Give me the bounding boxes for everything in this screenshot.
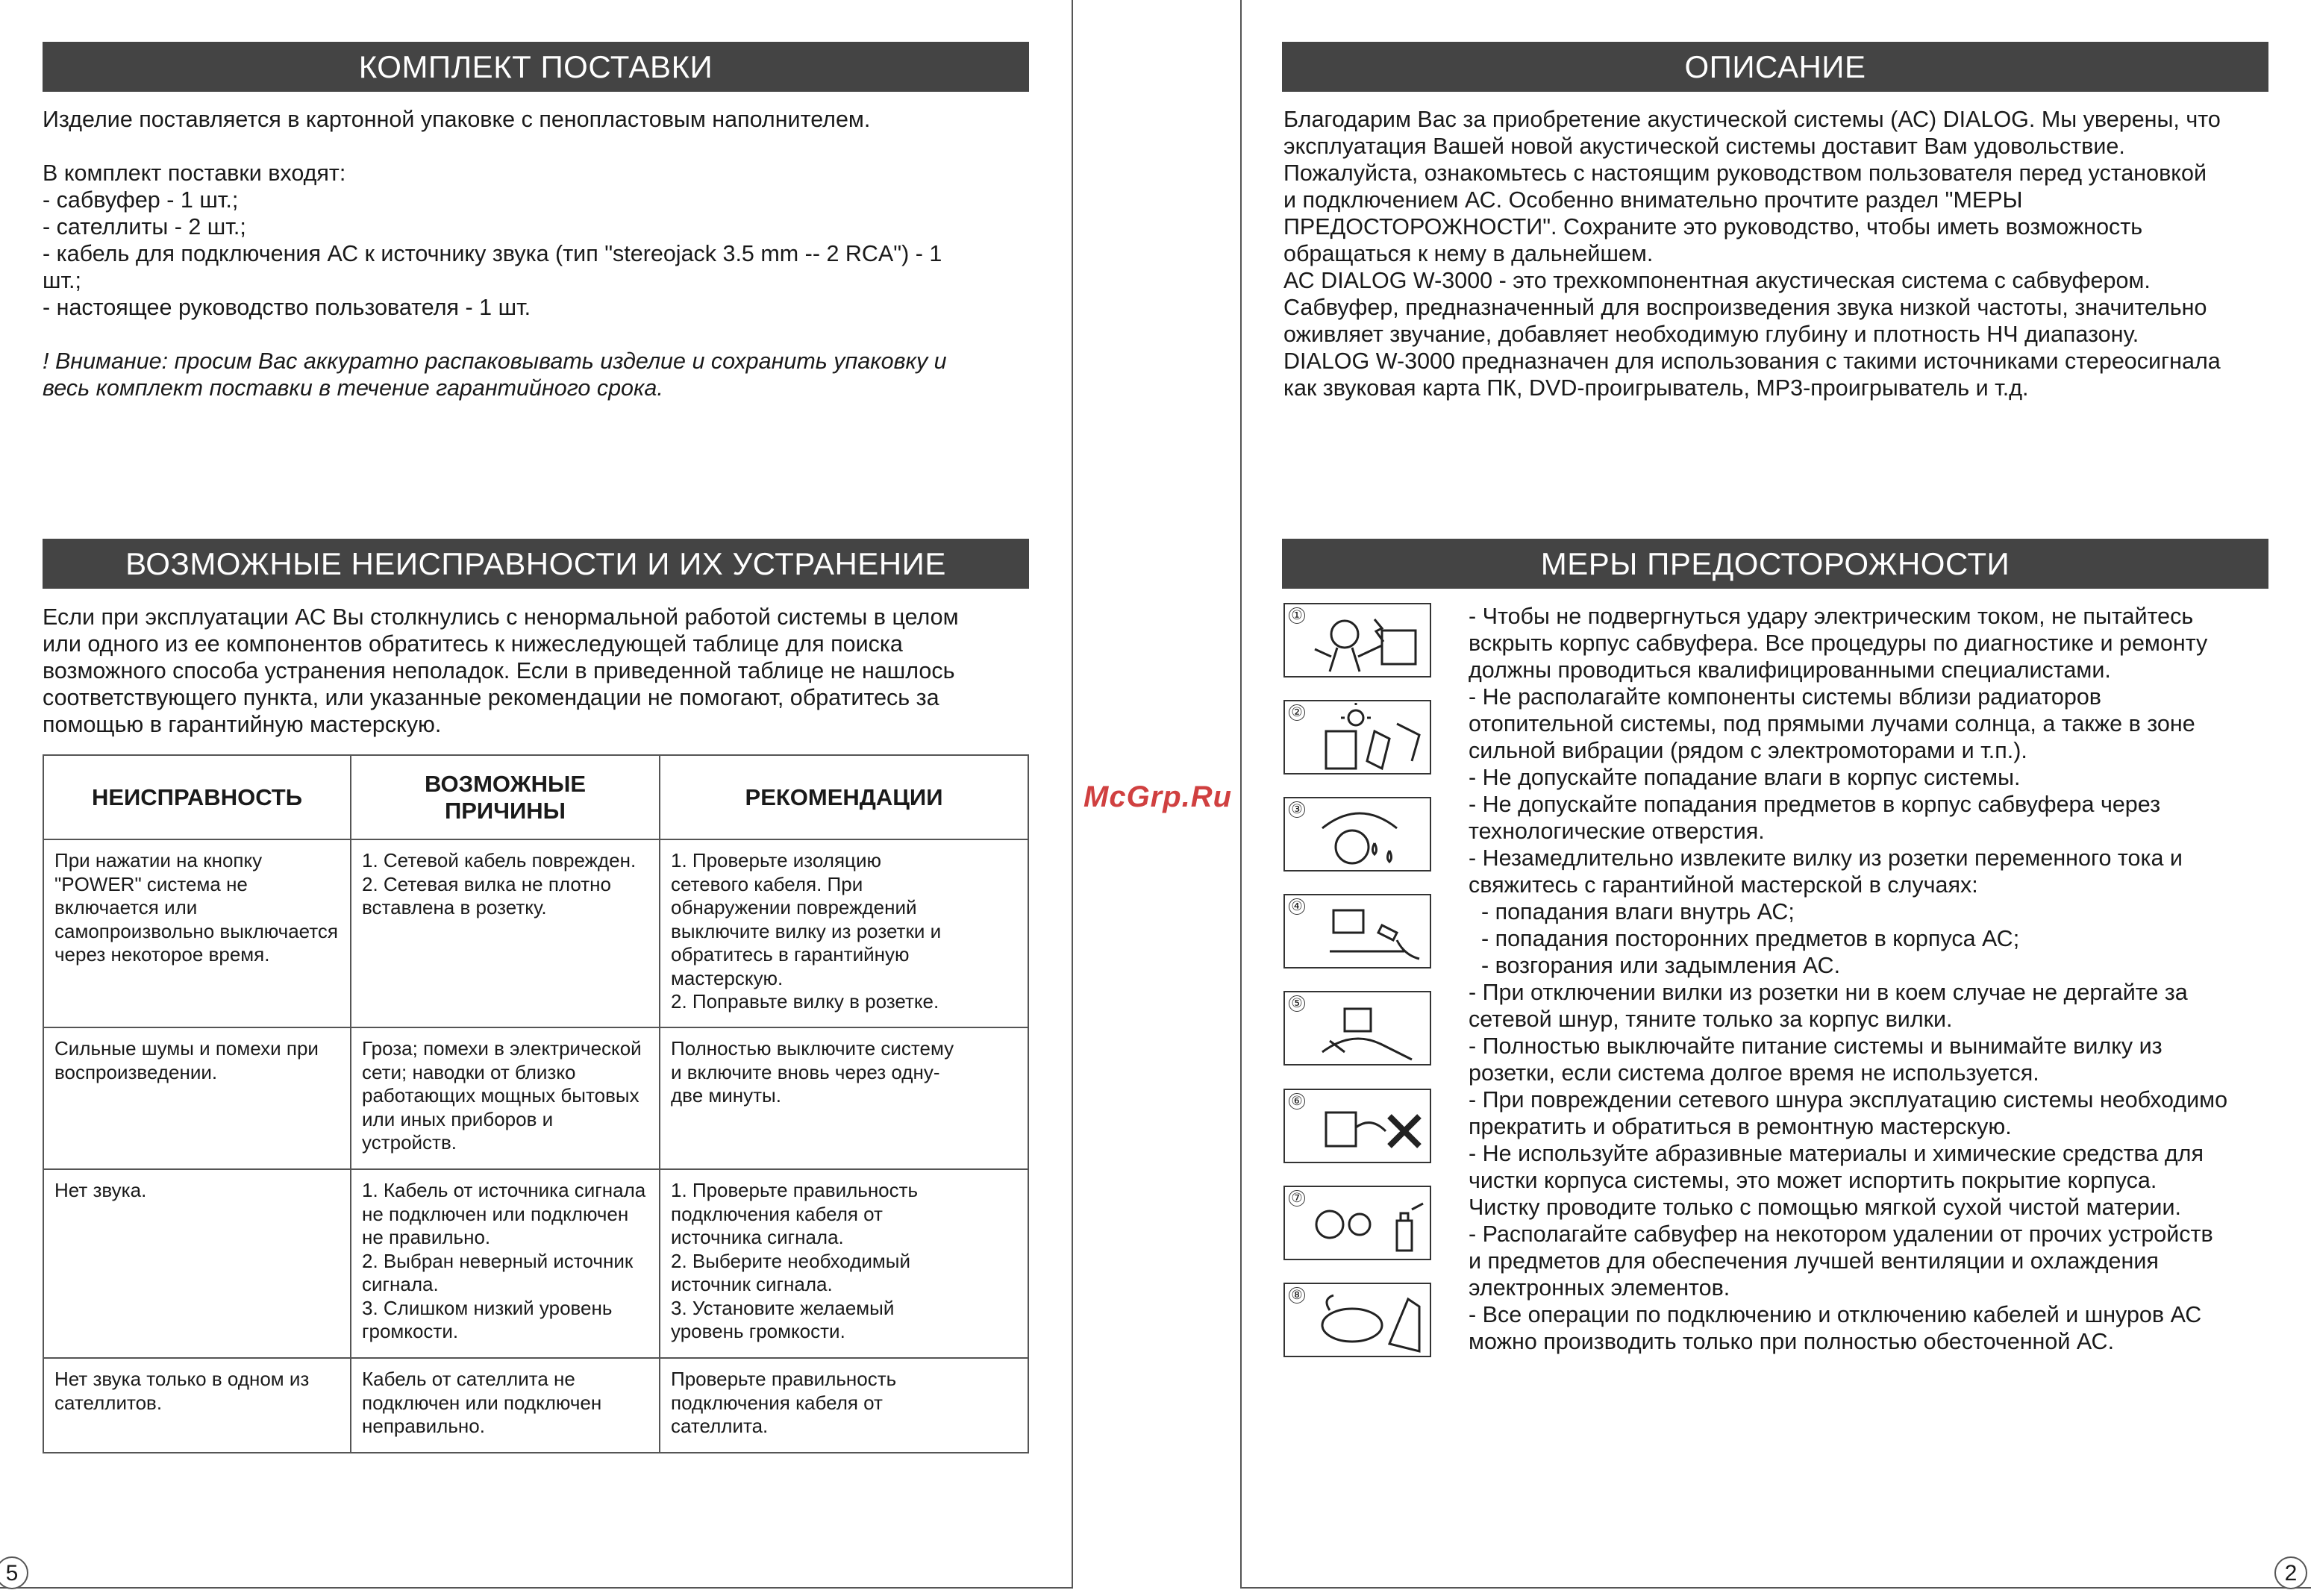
precaution-illustration-cleaning [1283,1186,1431,1260]
precaution-line: - Чтобы не подвергнуться удару электрическим током, не пытайтесь [1469,604,2194,629]
delivery-text [43,106,1042,401]
precaution-line: - Незамедлительно извлеките вилку из розетки переменного тока и [1469,845,2183,871]
cause-cell: 1. Кабель от источника сигнала не подключен или подключен не правильно. 2. Выбран неверный источник сигнала. 3. Слишком низкий уровень громкости. [351,1169,660,1358]
precaution-line: - При отключении вилки из розетки ни в коем случае не дергайте за [1469,980,2188,1005]
precaution-illustration-cord [1283,991,1431,1065]
precaution-illustration-shock [1283,603,1431,677]
precaution-line: - Не допускайте попадания предметов в корпус сабвуфера через [1469,792,2161,817]
description-line: Сабвуфер, предназначенный для воспроизведения звука низкой частоты, значительно [1283,295,2207,320]
delivery-line: В комплект поставки входят: [43,160,346,186]
icon-number: ② [1289,704,1305,721]
precaution-illustration-moisture [1283,797,1431,871]
precaution-line: сильной вибрации (рядом с электромоторами и т.п.). [1469,738,2027,763]
blank-line [43,321,1042,348]
delivery-line: - кабель для подключения АС к источнику звука (тип "stereojack 3.5 mm -- 2 RCA") - 1 [43,241,942,266]
cause-cell: Гроза; помехи в электрической сети; наводки от близко работающих мощных бытовых или иных приборов и устройств. [351,1027,660,1169]
troubleshooting-title: ВОЗМОЖНЫЕ НЕИСПРАВНОСТИ И ИХ УСТРАНЕНИЕ [43,539,1029,589]
precaution-line: сетевой шнур, тяните только за корпус вилки. [1469,1007,1953,1032]
precaution-line: и предметов для обеспечения лучшей вентиляции и охлаждения [1469,1248,2159,1274]
problem-cell: Нет звука только в одном из сателлитов. [43,1358,351,1453]
delivery-line: - сателлиты - 2 шт.; [43,214,246,240]
precaution-line: - При повреждении сетевого шнура эксплуатацию системы необходимо [1469,1087,2228,1112]
precaution-line: вскрыть корпус сабвуфера. Все процедуры по диагностике и ремонту [1469,630,2208,656]
spray-bottle-icon [1285,1187,1433,1262]
icon-number: ④ [1289,898,1305,915]
precaution-line: - попадания посторонних предметов в корпуса АС; [1469,926,2020,951]
icon-number: ⑤ [1289,995,1305,1012]
icon-number: ⑧ [1289,1287,1305,1304]
icon-number: ⑥ [1289,1093,1305,1110]
intro-line: Если при эксплуатации АС Вы столкнулись с ненормальной работой системы в целом [43,604,959,630]
table-row [43,839,1028,1027]
description-line: как звуковая карта ПК, DVD-проигрыватель, МР3-проигрыватель и т.д. [1283,375,2029,401]
description-title: ОПИСАНИЕ [1282,42,2268,92]
description-line: обращаться к нему в дальнейшем. [1283,241,1654,266]
delivery-line: шт.; [43,268,82,293]
precaution-line: - Располагайте сабвуфер на некотором удалении от прочих устройств [1469,1221,2213,1247]
precaution-line: электронных элементов. [1469,1275,1730,1301]
table-header-row [43,755,1028,839]
water-drop-icon [1285,798,1433,873]
fix-cell: 1. Проверьте изоляцию сетевого кабеля. При обнаружении повреждений выключите вилку из розетки и обратитесь в гарантийную мастерскую. 2. Поправьте вилку в розетке. [660,839,1028,1027]
description-line: оживляет звучание, добавляет необходимую глубину и плотность НЧ диапазону. [1283,322,2139,347]
watermark: McGrp.Ru [1083,780,1233,813]
description-line: Благодарим Вас за приобретение акустической системы (АС) DIALOG. Мы уверены, что [1283,107,2221,132]
warning-line: ! Внимание: просим Вас аккуратно распаковывать изделие и сохранить упаковку и [43,348,947,374]
intro-line: возможного способа устранения неполадок. Если в приведенной таблице не нашлось [43,658,955,683]
precaution-line: можно производить только при полностью обесточенной АС. [1469,1329,2115,1354]
description-line: эксплуатация Вашей новой акустической системы доставит Вам удовольствие. [1283,134,2125,159]
column-header-cause: ВОЗМОЖНЫЕ ПРИЧИНЫ [351,755,660,839]
delivery-line: - сабвуфер - 1 шт.; [43,187,239,213]
precaution-line: - возгорания или задымления АС. [1469,953,1841,978]
electric-shock-icon [1285,604,1433,679]
problem-cell: Сильные шумы и помехи при воспроизведении. [43,1027,351,1169]
delivery-line: - настоящее руководство пользователя - 1 шт. [43,295,531,320]
precaution-line: розетки, если система долгое время не используется. [1469,1060,2039,1086]
precautions-text [1469,603,2304,1355]
precaution-illustration-heat [1283,700,1431,774]
heat-sun-icon [1285,701,1433,776]
precaution-line: свяжитесь с гарантийной мастерской в случаях: [1469,872,1978,898]
precaution-line: Чистку проводите только с помощью мягкой сухой чистой материи. [1469,1195,2181,1220]
warning-line: весь комплект поставки в течение гарантийного срока. [43,375,663,401]
description-line: ПРЕДОСТОРОЖНОСТИ". Сохраните это руководство, чтобы иметь возможность [1283,214,2143,240]
power-plug-icon [1285,895,1433,970]
cord-pull-icon [1285,992,1433,1067]
icon-number: ③ [1289,801,1305,818]
column-header-fix: РЕКОМЕНДАЦИИ [660,755,1028,839]
fix-cell: Проверьте правильность подключения кабеля от сателлита. [660,1358,1028,1453]
cause-cell: Кабель от сателлита не подключен или подключен неправильно. [351,1358,660,1453]
delivery-title: КОМПЛЕКТ ПОСТАВКИ [43,42,1029,92]
delivery-line: Изделие поставляется в картонной упаковке с пенопластовым наполнителем. [43,107,871,132]
precaution-line: - Не располагайте компоненты системы вблизи радиаторов [1469,684,2102,710]
page-number-left: 5 [0,1556,28,1589]
troubleshooting-table [43,754,1029,1453]
table-row [43,1169,1028,1358]
page-number-right: 2 [2274,1556,2307,1589]
intro-line: соответствующего пункта, или указанные рекомендации не помогают, обратитесь за [43,685,939,710]
precaution-line: - Не допускайте попадание влаги в корпус системы. [1469,765,2021,790]
icon-number: ① [1289,607,1305,624]
precaution-line: - Не используйте абразивные материалы и химические средства для [1469,1141,2204,1166]
fix-cell: 1. Проверьте правильность подключения кабеля от источника сигнала. 2. Выберите необходимый источник сигнала. 3. Установите желаемый уровень громкости. [660,1169,1028,1358]
precaution-line: прекратить и обратиться в ремонтную мастерскую. [1469,1114,2012,1139]
description-line: DIALOG W-3000 предназначен для использования с такими источниками стереосигнала [1283,348,2221,374]
precaution-line: технологические отверстия. [1469,819,1765,844]
description-text [1283,106,2298,401]
ventilation-icon [1285,1284,1433,1359]
precaution-illustration-damaged-cord [1283,1089,1431,1163]
problem-cell: При нажатии на кнопку "POWER" система не включается или самопроизвольно выключается через некоторое время. [43,839,351,1027]
troubleshooting-intro [43,604,1042,738]
column-header-problem: НЕИСПРАВНОСТЬ [43,755,351,839]
description-line: Пожалуйста, ознакомьтесь с настоящим руководством пользователя перед установкой [1283,160,2207,186]
precaution-line: - попадания влаги внутрь АС; [1469,899,1795,924]
intro-line: помощью в гарантийную мастерскую. [43,712,442,737]
description-line: АС DIALOG W-3000 - это трехкомпонентная акустическая система с сабвуфером. [1283,268,2151,293]
precaution-line: отопительной системы, под прямыми лучами солнца, а также в зоне [1469,711,2195,736]
fix-cell: Полностью выключите систему и включите вновь через одну- две минуты. [660,1027,1028,1169]
precaution-line: - Все операции по подключению и отключению кабелей и шнуров АС [1469,1302,2202,1327]
precaution-illustration-unplug [1283,894,1431,968]
precaution-line: - Полностью выключайте питание системы и вынимайте вилку из [1469,1033,2163,1059]
cross-icon [1285,1090,1433,1165]
description-line: и подключением АС. Особенно внимательно прочтите раздел "МЕРЫ [1283,187,2023,213]
icon-number: ⑦ [1289,1190,1305,1207]
precautions-title: МЕРЫ ПРЕДОСТОРОЖНОСТИ [1282,539,2268,589]
precaution-line: чистки корпуса системы, это может испортить покрытие корпуса. [1469,1168,2157,1193]
table-row [43,1027,1028,1169]
problem-cell: Нет звука. [43,1169,351,1358]
cause-cell: 1. Сетевой кабель поврежден. 2. Сетевая вилка не плотно вставлена в розетку. [351,839,660,1027]
precaution-line: должны проводиться квалифицированными специалистами. [1469,657,2111,683]
intro-line: или одного из ее компонентов обратитесь к нижеследующей таблице для поиска [43,631,903,657]
precaution-illustration-ventilation [1283,1283,1431,1357]
blank-line [43,133,1042,160]
table-row [43,1358,1028,1453]
